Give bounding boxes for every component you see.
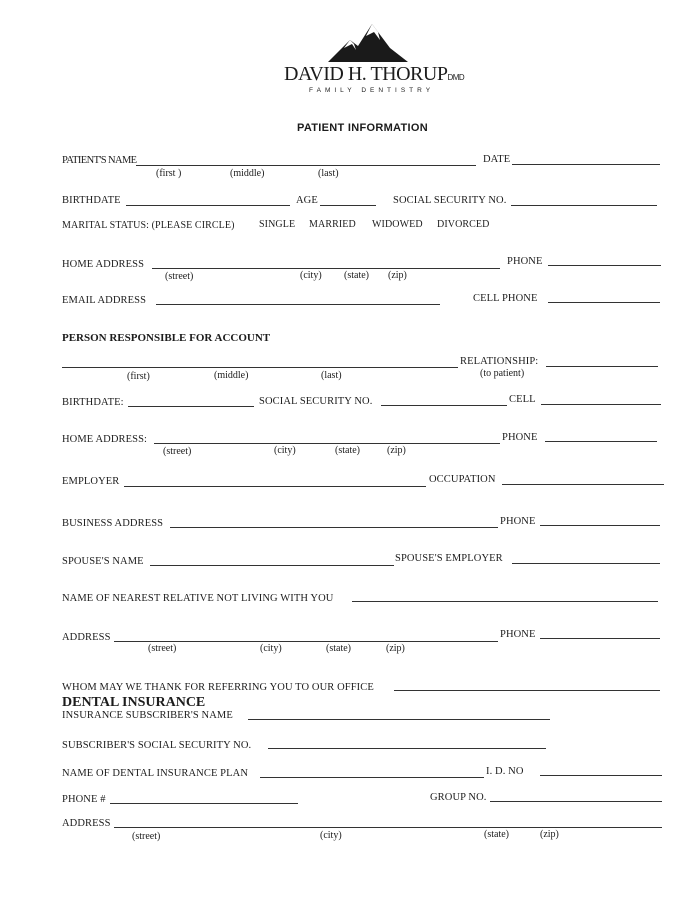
referral-label: WHOM MAY WE THANK FOR REFERRING YOU TO OUR OFFICE [62, 682, 374, 693]
business-address-label: BUSINESS ADDRESS [62, 518, 164, 529]
employer-label: EMPLOYER [62, 476, 120, 487]
relative-phone-field[interactable] [540, 638, 660, 639]
relative-state-hint: (state) [326, 643, 351, 654]
business-phone-field[interactable] [540, 525, 660, 526]
relative-street-hint: (street) [148, 643, 177, 654]
insurance-zip-hint: (zip) [540, 829, 559, 840]
insurance-phone-field[interactable] [110, 803, 298, 804]
patient-birthdate-field[interactable] [126, 205, 290, 206]
responsible-last-hint: (last) [321, 370, 342, 381]
practice-credential: DMD [447, 73, 465, 82]
employer-field[interactable] [124, 486, 426, 487]
date-label: DATE [483, 154, 511, 165]
group-no-field[interactable] [490, 801, 662, 802]
relative-phone-label: PHONE [500, 629, 536, 640]
insurance-state-hint: (state) [484, 829, 509, 840]
relative-address-field[interactable] [114, 641, 498, 642]
to-patient-hint: (to patient) [480, 368, 525, 379]
responsible-state-hint: (state) [335, 445, 360, 456]
practice-name: DAVID H. THORUP [284, 63, 448, 85]
relative-city-hint: (city) [260, 643, 282, 654]
responsible-ssn-label: SOCIAL SECURITY NO. [259, 396, 373, 407]
responsible-name-field[interactable] [62, 367, 458, 368]
insurance-id-label: I. D. NO [486, 766, 524, 777]
spouse-employer-label: SPOUSE'S EMPLOYER [395, 553, 503, 564]
subscriber-ssn-field[interactable] [268, 748, 546, 749]
occupation-field[interactable] [502, 484, 664, 485]
responsible-birthdate-label: BIRTHDATE: [62, 397, 124, 408]
insurance-plan-label: NAME OF DENTAL INSURANCE PLAN [62, 768, 249, 779]
patient-phone-label: PHONE [507, 256, 543, 267]
responsible-city-hint: (city) [274, 445, 296, 456]
nearest-relative-label: NAME OF NEAREST RELATIVE NOT LIVING WITH YOU [62, 593, 334, 604]
patient-ssn-label: SOCIAL SECURITY NO. [393, 195, 507, 206]
insurance-plan-field[interactable] [260, 777, 484, 778]
insurance-phone-label: PHONE # [62, 794, 106, 805]
form-title: PATIENT INFORMATION [297, 122, 428, 134]
responsible-heading: PERSON RESPONSIBLE FOR ACCOUNT [62, 332, 271, 344]
responsible-home-address-label: HOME ADDRESS: [62, 434, 148, 445]
patient-zip-hint: (zip) [388, 270, 407, 281]
nearest-relative-field[interactable] [352, 601, 658, 602]
subscriber-name-label: INSURANCE SUBSCRIBER'S NAME [62, 710, 233, 721]
patient-phone-field[interactable] [548, 265, 661, 266]
relationship-field[interactable] [546, 366, 658, 367]
referral-field[interactable] [394, 690, 660, 691]
responsible-birthdate-field[interactable] [128, 406, 254, 407]
occupation-label: OCCUPATION [429, 474, 496, 485]
patient-last-hint: (last) [318, 168, 339, 179]
subscriber-ssn-label: SUBSCRIBER'S SOCIAL SECURITY NO. [62, 740, 252, 751]
patient-home-address-label: HOME ADDRESS [62, 259, 145, 270]
patient-city-hint: (city) [300, 270, 322, 281]
responsible-street-hint: (street) [163, 446, 192, 457]
spouse-employer-field[interactable] [512, 563, 660, 564]
responsible-home-address-field[interactable] [154, 443, 500, 444]
responsible-ssn-field[interactable] [381, 405, 507, 406]
insurance-address-label: ADDRESS [62, 818, 111, 829]
marital-option-married[interactable]: MARRIED [309, 219, 356, 230]
insurance-id-field[interactable] [540, 775, 662, 776]
relationship-label: RELATIONSHIP: [460, 356, 539, 367]
marital-option-widowed[interactable]: WIDOWED [372, 219, 423, 230]
patient-name-label: PATIENT'S NAME [62, 155, 137, 166]
spouse-name-field[interactable] [150, 565, 394, 566]
cell-phone-label: CELL PHONE [473, 293, 538, 304]
responsible-cell-field[interactable] [541, 404, 661, 405]
patient-street-hint: (street) [165, 271, 194, 282]
relative-zip-hint: (zip) [386, 643, 405, 654]
patient-state-hint: (state) [344, 270, 369, 281]
relative-address-label: ADDRESS [62, 632, 111, 643]
spouse-name-label: SPOUSE'S NAME [62, 556, 144, 567]
subscriber-name-field[interactable] [248, 719, 550, 720]
cell-phone-field[interactable] [548, 302, 660, 303]
email-label: EMAIL ADDRESS [62, 295, 147, 306]
marital-status-label: MARITAL STATUS: (PLEASE CIRCLE) [62, 220, 235, 231]
responsible-phone-label: PHONE [502, 432, 538, 443]
patient-middle-hint: (middle) [230, 168, 265, 179]
patient-ssn-field[interactable] [511, 205, 657, 206]
responsible-middle-hint: (middle) [214, 370, 249, 381]
insurance-street-hint: (street) [132, 831, 161, 842]
mountain-logo-icon [328, 20, 408, 64]
age-field[interactable] [320, 205, 376, 206]
patient-name-field[interactable] [136, 165, 476, 166]
insurance-city-hint: (city) [320, 830, 342, 841]
patient-birthdate-label: BIRTHDATE [62, 195, 121, 206]
dental-insurance-heading: DENTAL INSURANCE [62, 695, 206, 710]
insurance-address-field[interactable] [114, 827, 662, 828]
patient-home-address-field[interactable] [152, 268, 500, 269]
business-phone-label: PHONE [500, 516, 536, 527]
date-field[interactable] [512, 164, 660, 165]
responsible-zip-hint: (zip) [387, 445, 406, 456]
responsible-first-hint: (first) [127, 371, 150, 382]
marital-option-single[interactable]: SINGLE [259, 219, 296, 230]
responsible-phone-field[interactable] [545, 441, 657, 442]
patient-first-hint: (first ) [156, 168, 182, 179]
practice-subtitle: FAMILY DENTISTRY [309, 87, 435, 94]
age-label: AGE [296, 195, 318, 206]
email-field[interactable] [156, 304, 440, 305]
marital-option-divorced[interactable]: DIVORCED [437, 219, 490, 230]
business-address-field[interactable] [170, 527, 498, 528]
group-no-label: GROUP NO. [430, 792, 487, 803]
responsible-cell-label: CELL [509, 394, 536, 405]
